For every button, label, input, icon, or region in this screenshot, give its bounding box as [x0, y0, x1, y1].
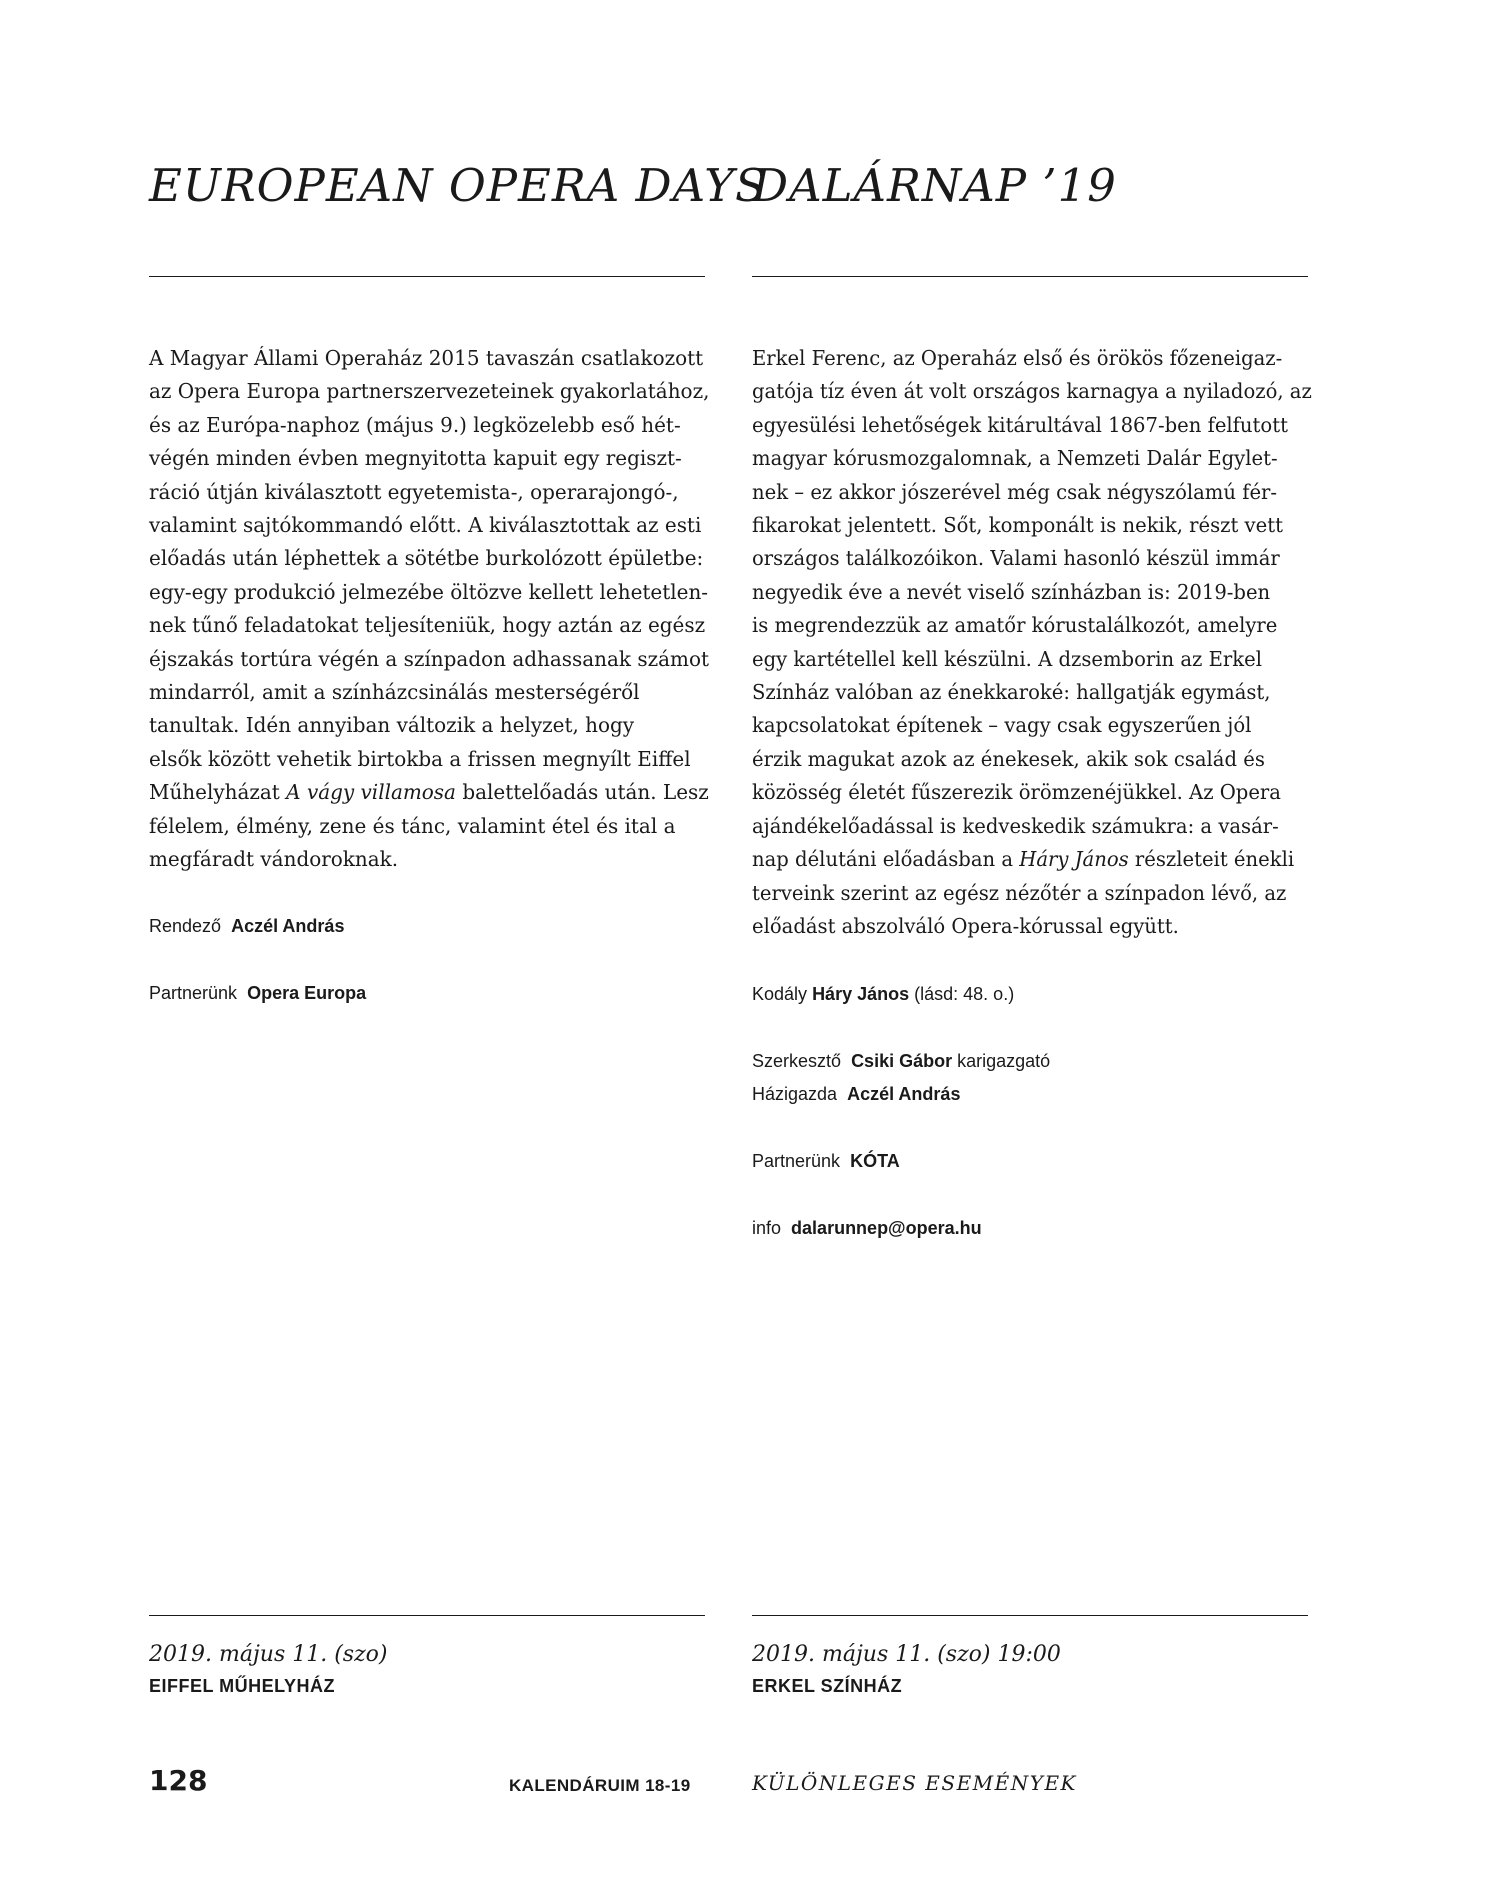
- body-line: fikarokat jelentett. Sőt, komponált is nekik, részt vett: [752, 513, 1283, 538]
- body-line: megfáradt vándoroknak.: [149, 847, 399, 872]
- body-line: A Magyar Állami Operaház 2015 tavaszán csatlakozott: [149, 346, 704, 370]
- body-line: valamint sajtókommandó előtt. A kiválasztottak az esti: [149, 513, 702, 538]
- work-title-italic: Háry János: [1019, 847, 1129, 872]
- left-heading: EUROPEAN OPERA DAYS: [149, 159, 767, 212]
- right-heading: DALÁRNAP ’19: [752, 159, 1117, 212]
- email-link[interactable]: dalarunnep@opera.hu: [791, 1218, 982, 1238]
- left-date: 2019. május 11. (szo): [149, 1642, 388, 1667]
- body-line: Színház valóban az énekkaroké: hallgatják egymást,: [752, 680, 1271, 705]
- body-line: egy kartétellel kell készülni. A dzsemborin az Erkel: [752, 646, 1262, 671]
- body-line: országos találkozóikon. Valami hasonló készül immár: [752, 546, 1280, 571]
- body-line: és az Európa-naphoz (május 9.) legközelebb eső hét-: [149, 412, 681, 437]
- right-body: [752, 342, 1335, 943]
- work-title-italic: A vágy villamosa: [286, 780, 456, 805]
- credit-label: Rendező: [149, 916, 222, 936]
- body-line: éjszakás tortúra végén a színpadon adhassanak számot: [149, 646, 709, 671]
- right-bottom-rule: [752, 1615, 1308, 1616]
- right-credit-staff: [752, 1045, 1050, 1111]
- body-line: elsők között vehetik birtokba a frissen megnyílt Eiffel: [149, 746, 691, 771]
- body-line: az Opera Europa partnerszervezeteinek gyakorlatához,: [149, 379, 710, 404]
- credit-role: karigazgató: [957, 1051, 1051, 1071]
- credit-name: Aczél András: [231, 916, 345, 936]
- right-date: 2019. május 11. (szo) 19:00: [752, 1642, 1061, 1667]
- body-line: közösség életét fűszerezik örömzenéjükkel. Az Opera: [752, 780, 1281, 805]
- credit-reference: (lásd: 48. o.): [914, 984, 1015, 1004]
- left-body: [149, 342, 721, 877]
- body-line: tanultak. Idén annyiban változik a helyzet, hogy: [149, 713, 635, 738]
- right-credit-info: [752, 1212, 982, 1245]
- body-line: egyesülési lehetőségek kitárultával 1867-ben felfutott: [752, 412, 1288, 437]
- credit-name: Csiki Gábor: [851, 1051, 953, 1071]
- body-line: terveink szerint az egész nézőtér a színpadon lévő, az: [752, 880, 1287, 905]
- credit-label: Partnerünk: [149, 983, 238, 1003]
- body-line: ajándékelőadással is kedveskedik számukra: a vasár-: [752, 813, 1279, 838]
- credit-label: Házigazda: [752, 1084, 838, 1104]
- right-credit-partner: [752, 1145, 900, 1178]
- footer-calendar-title: KALENDÁRUIM 18-19: [509, 1776, 691, 1795]
- left-credit-director: [149, 910, 344, 943]
- left-top-rule: [149, 276, 705, 277]
- credit-label: Kodály: [752, 984, 808, 1004]
- right-credit-work: [752, 978, 1014, 1011]
- credit-name: Háry János: [812, 984, 910, 1004]
- right-top-rule: [752, 276, 1308, 277]
- left-bottom-rule: [149, 1615, 705, 1616]
- line-text: részleteit énekli: [1128, 847, 1295, 872]
- body-line: [752, 843, 1312, 876]
- left-credit-partner: [149, 977, 366, 1010]
- body-line: negyedik éve a nevét viselő színházban is: 2019-ben: [752, 579, 1271, 604]
- body-line: is megrendezzük az amatőr kórustalálkozót, amelyre: [752, 613, 1278, 638]
- page-number: 128: [149, 1764, 208, 1797]
- body-line: nek – ez akkor jószerével még csak négyszólamú fér-: [752, 479, 1278, 504]
- body-line: végén minden évben megnyitotta kapuit egy regiszt-: [149, 446, 682, 471]
- body-line: kapcsolatokat építenek – vagy csak egyszerűen jól: [752, 713, 1252, 738]
- body-line: félelem, élmény, zene és tánc, valamint étel és ital a: [149, 813, 676, 838]
- body-line: ráció útján kiválasztott egyetemista-, operarajongó-,: [149, 479, 679, 504]
- credit-name: Aczél András: [847, 1084, 961, 1104]
- right-venue: ERKEL SZÍNHÁZ: [752, 1676, 903, 1696]
- body-line: magyar kórusmozgalomnak, a Nemzeti Dalár Egylet-: [752, 446, 1278, 471]
- body-line: gatója tíz éven át volt országos karnagya a nyiladozó, az: [752, 379, 1312, 404]
- left-venue: EIFFEL MŰHELYHÁZ: [149, 1676, 336, 1696]
- body-line: mindarról, amit a színházcsinálás mesterségéről: [149, 680, 640, 705]
- credit-label: Szerkesztő: [752, 1051, 842, 1071]
- credit-label: Partnerünk: [752, 1151, 841, 1171]
- line-text: Műhelyházat: [149, 780, 287, 805]
- credit-name: Opera Europa: [247, 983, 367, 1003]
- body-line: Erkel Ferenc, az Operaház első és örökös főzeneigaz-: [752, 346, 1283, 370]
- body-line: egy-egy produkció jelmezébe öltözve kellett lehetetlen-: [149, 579, 709, 604]
- line-text: nap délutáni előadásban a: [752, 847, 1020, 872]
- credit-name: KÓTA: [850, 1151, 900, 1171]
- body-line: előadást abszolváló Opera-kórussal együtt.: [752, 913, 1179, 938]
- body-line: [149, 776, 709, 809]
- line-text: balettelőadás után. Lesz: [455, 780, 709, 805]
- body-line: nek tűnő feladatokat teljesíteniük, hogy aztán az egész: [149, 613, 706, 638]
- footer-section-title: KÜLÖNLEGES ESEMÉNYEK: [752, 1771, 1077, 1795]
- credit-label: info: [752, 1218, 782, 1238]
- body-line: érzik magukat azok az énekesek, akik sok család és: [752, 746, 1265, 771]
- body-line: előadás után léphettek a sötétbe burkolózott épületbe:: [149, 546, 704, 571]
